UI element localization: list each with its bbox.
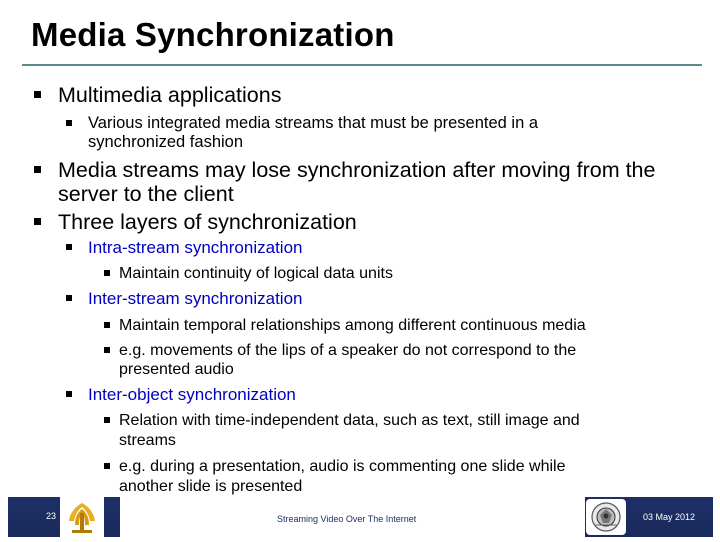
bullet-text: synchronized fashion — [88, 133, 244, 151]
bullet-text: streams — [119, 432, 176, 449]
slide-number: 23 — [46, 511, 57, 521]
bullet-square-icon — [104, 270, 110, 276]
bullet-text: Inter-object synchronization — [88, 385, 296, 404]
sub-sub-bullet-temporal — [119, 315, 586, 336]
bullet-text: Media streams may lose synchronization after moving from the — [58, 158, 656, 182]
bullet-square-icon — [34, 166, 41, 173]
bullet-text: another slide is presented — [119, 478, 303, 495]
tree-logo-icon — [60, 497, 104, 537]
sub-bullet-intra-stream — [88, 238, 302, 257]
bullet-text: e.g. during a presentation, audio is commenting one slide while — [119, 458, 566, 475]
bullet-text: Various integrated media streams that must be presented in a — [88, 114, 539, 132]
bullet-multimedia — [58, 83, 281, 107]
bullet-square-icon — [66, 120, 72, 126]
slide-footer — [0, 497, 720, 540]
bullet-square-icon — [104, 417, 110, 423]
footer-title: Streaming Video Over The Internet — [277, 514, 417, 524]
bullet-square-icon — [34, 91, 41, 98]
bullet-square-icon — [66, 391, 72, 397]
sub-sub-bullet-presentation-cont — [119, 476, 302, 497]
sub-bullet-various — [88, 114, 538, 132]
bullet-text: Maintain temporal relationships among different continuous media — [119, 317, 586, 334]
bullet-square-icon — [104, 322, 110, 328]
bullet-square-icon — [104, 463, 110, 469]
sub-sub-bullet-lips — [119, 340, 576, 361]
sub-sub-bullet-presentation — [119, 456, 566, 477]
sub-sub-bullet-relation — [119, 410, 580, 431]
bullet-text: Relation with time-independent data, such as text, still image and — [119, 412, 580, 429]
sub-bullet-inter-stream — [88, 289, 302, 308]
slide-title: Media Synchronization — [31, 16, 395, 53]
bullet-text: Maintain continuity of logical data units — [119, 265, 393, 282]
crest-emblem-icon — [586, 499, 626, 535]
sub-bullet-inter-object — [88, 385, 296, 404]
bullet-square-icon — [104, 347, 110, 353]
bullet-text: Inter-stream synchronization — [88, 289, 303, 308]
sub-sub-bullet-relation-cont — [119, 430, 176, 451]
sub-sub-bullet-lips-cont — [119, 359, 234, 380]
sub-sub-bullet-continuity — [119, 263, 393, 284]
bullet-text: server to the client — [58, 182, 234, 206]
sub-bullet-various-cont — [88, 133, 243, 151]
bullet-square-icon — [66, 295, 72, 301]
title-divider — [22, 64, 702, 66]
bullet-three-layers — [58, 210, 357, 234]
slide-date: 03 May 2012 — [643, 512, 696, 522]
bullet-media-streams-cont — [58, 182, 234, 206]
bullet-text: e.g. movements of the lips of a speaker do not correspond to the — [119, 342, 577, 359]
bullet-text: Three layers of synchronization — [58, 210, 357, 234]
bullet-square-icon — [66, 244, 72, 250]
bullet-text: Multimedia applications — [58, 83, 282, 107]
bullet-media-streams — [58, 158, 655, 182]
bullet-text: Intra-stream synchronization — [88, 238, 303, 257]
bullet-square-icon — [34, 218, 41, 225]
bullet-text: presented audio — [119, 361, 234, 378]
